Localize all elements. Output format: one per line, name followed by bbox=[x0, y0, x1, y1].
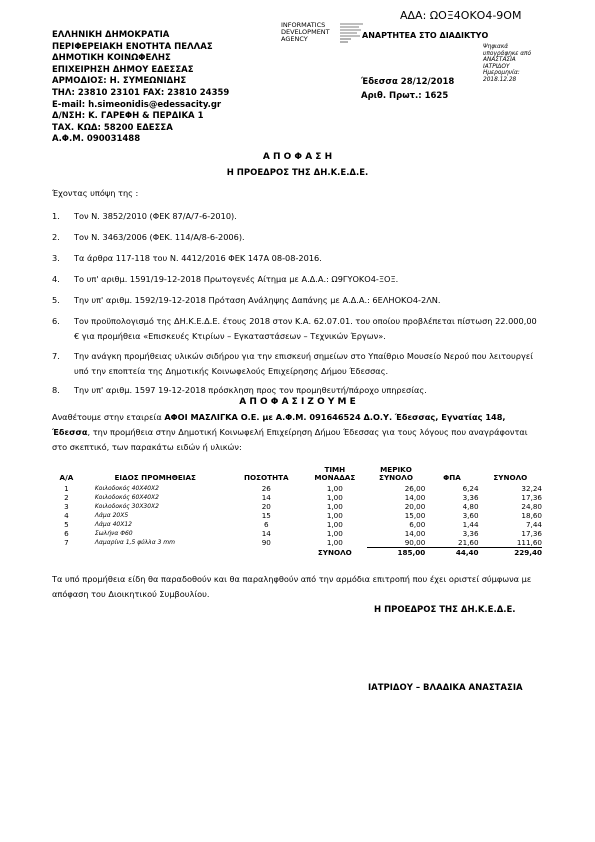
col-header-qty: ΠΟΣΟΤΗΤΑ bbox=[244, 473, 289, 482]
cell-aa: 2 bbox=[64, 493, 69, 502]
cell-net: 26,00 bbox=[404, 484, 426, 493]
cell-net: 6,00 bbox=[409, 520, 426, 529]
sender-line: ΠΕΡΙΦΕΡΕΙΑΚΗ ΕΝΟΤΗΤΑ ΠΕΛΛΑΣ bbox=[52, 41, 213, 52]
col-header-desc: ΕΙΔΟΣ ΠΡΟΜΗΘΕΙΑΣ bbox=[114, 473, 196, 482]
ada-header: ΑΔΑ: ΩΟΞ4ΟΚΟ4-9ΟΜ bbox=[400, 9, 522, 22]
item-text: Την ανάγκη προμήθειας υλικών σιδήρου για την επισκευή σημείων στο Υπαίθριο Μουσείο Νερού που λειτουργεί υπό την εποπτεία της Δημοτικής Κοινωφελούς Επιχείρησης Δήμου Έδεσσας. bbox=[74, 351, 534, 376]
item-number: 4. bbox=[52, 274, 60, 284]
cell-qty: 14 bbox=[261, 529, 271, 538]
cell-desc: Λαμαρίνα 1,5 φύλλα 3 mm bbox=[94, 539, 175, 547]
cell-total: 24,80 bbox=[521, 502, 542, 511]
cell-qty: 15 bbox=[261, 511, 271, 520]
cell-total: 17,36 bbox=[521, 493, 542, 502]
signature-line: Ημερομηνία: bbox=[483, 70, 520, 76]
signature-line: ΙΑΤΡΙΔΟΥ bbox=[483, 63, 510, 70]
cell-vat: 21,60 bbox=[458, 538, 479, 547]
cell-desc: Λάμα 20Χ5 bbox=[94, 512, 129, 519]
item-text: Τον Ν. 3852/2010 (ΦΕΚ 87/Α/7-6-2010). bbox=[74, 211, 237, 221]
cell-vat: 3,36 bbox=[462, 493, 479, 502]
cell-net: 15,00 bbox=[404, 511, 426, 520]
cell-desc: Σωλήνα Φ60 bbox=[94, 530, 133, 537]
table-row bbox=[52, 538, 542, 548]
cell-total: 7,44 bbox=[525, 520, 542, 529]
sum-total: 229,40 bbox=[479, 548, 542, 558]
cell-qty: 6 bbox=[263, 520, 269, 529]
stamp-line: DEVELOPMENT bbox=[281, 28, 330, 36]
cell-net: 20,00 bbox=[404, 502, 426, 511]
cell-vat: 1,44 bbox=[462, 520, 479, 529]
signatory-name: ΙΑΤΡΙΔΟΥ – ΒΛΑΔΙΚΑ ΑΝΑΣΤΑΣΙΑ bbox=[368, 683, 523, 693]
decision-paragraph bbox=[52, 410, 542, 455]
cell-price: 1,00 bbox=[326, 493, 343, 502]
col-header-price: ΤΙΜΗ ΜΟΝΑΔΑΣ bbox=[314, 465, 356, 482]
cell-qty: 90 bbox=[261, 538, 271, 548]
cell-aa: 1 bbox=[64, 484, 69, 493]
item-number: 8. bbox=[52, 385, 60, 395]
table-row bbox=[52, 484, 542, 493]
sender-email: E-mail: h.simeonidis@edessacity.gr bbox=[52, 99, 222, 110]
cell-net: 14,00 bbox=[404, 529, 426, 538]
item-text: Το υπ' αριθμ. 1591/19-12-2018 Πρωτογενές Αίτημα με Α.Δ.Α.: Ω9ΓΥΟΚΟ4-ΞΟΞ. bbox=[74, 274, 399, 284]
cell-price: 1,00 bbox=[326, 538, 343, 548]
item-text: Τον Ν. 3463/2006 (ΦΕΚ. 114/Α/8-6-2006). bbox=[74, 232, 245, 242]
sum-vat: 44,40 bbox=[425, 548, 478, 558]
col-header-aa: Α/Α bbox=[59, 473, 74, 482]
cell-price: 1,00 bbox=[326, 484, 343, 493]
cell-net: 90,00 bbox=[404, 538, 426, 547]
signatory-title: Η ΠΡΟΕΔΡΟΣ ΤΗΣ ΔΗ.Κ.Ε.Δ.Ε. bbox=[374, 605, 516, 615]
cell-net: 14,00 bbox=[404, 493, 426, 502]
item-number: 1. bbox=[52, 211, 60, 221]
agency-stamp bbox=[281, 22, 330, 43]
sender-line: Α.Φ.Μ. 090031488 bbox=[52, 134, 141, 145]
cell-aa: 7 bbox=[64, 538, 69, 548]
document-title: Α Π Ο Φ Α Σ Η bbox=[262, 152, 333, 162]
stamp-line: AGENCY bbox=[281, 35, 308, 43]
table-row bbox=[52, 493, 542, 502]
digital-signature bbox=[483, 44, 531, 83]
cell-total: 32,24 bbox=[521, 484, 542, 493]
decision-company: ΑΦΟΙ ΜΑΣΛΙΓΚΑ Ο.Ε. με Α.Φ.Μ. 091646524 Δ.Ο.Υ. Έδεσσας, Εγνατίας 148, Έδεσσα bbox=[52, 412, 506, 437]
table-total-row bbox=[52, 548, 542, 558]
sender-block bbox=[52, 30, 229, 146]
cell-desc: Κοιλοδοκός 60Χ40Χ2 bbox=[94, 494, 159, 501]
place-date: Έδεσσα 28/12/2018 bbox=[361, 77, 455, 87]
item-number: 5. bbox=[52, 295, 60, 305]
cell-qty: 14 bbox=[261, 493, 271, 502]
cell-aa: 4 bbox=[64, 511, 69, 520]
item-text: Τον προϋπολογισμό της ΔΗ.Κ.Ε.Δ.Ε. έτους 2018 στον Κ.Α. 62.07.01. του οποίου προβλέπεται πίστωση 22.000,00 € για προμήθεια «Επισκευές Κτιρίων – Εγκαταστάσεων – Τεχνικών Έργων». bbox=[74, 316, 537, 341]
table-header-row bbox=[52, 466, 542, 484]
sender-line: ΤΗΛ: 23810 23101 FAX: 23810 24359 bbox=[52, 87, 230, 98]
protocol-number: Αριθ. Πρωτ.: 1625 bbox=[361, 91, 449, 101]
items-table bbox=[52, 466, 542, 557]
closing-paragraph: Τα υπό προμήθεια είδη θα παραδοθούν και θα παραληφθούν από την αρμόδια επιτροπή που έχει οριστεί σύμφωνα με απόφαση του Διοικητικού Συμβουλίου. bbox=[52, 574, 532, 599]
cell-desc: Κοιλοδοκός 30Χ30Χ2 bbox=[94, 503, 159, 510]
item-number: 3. bbox=[52, 253, 60, 263]
cell-price: 1,00 bbox=[326, 520, 343, 529]
posted-label: ΑΝΑΡΤΗΤΕΑ ΣΤΟ ΔΙΑΔΙΚΤΥΟ bbox=[362, 31, 489, 40]
sum-net: 185,00 bbox=[367, 548, 426, 558]
cell-vat: 4,80 bbox=[462, 502, 479, 511]
table-row bbox=[52, 502, 542, 511]
sum-label: ΣΥΝΟΛΟ bbox=[317, 547, 352, 557]
item-number: 6. bbox=[52, 316, 60, 326]
signature-line: 2018.12.28 bbox=[483, 76, 517, 83]
item-text: Τα άρθρα 117-118 του Ν. 4412/2016 ΦΕΚ 147Α 08-08-2016. bbox=[74, 253, 322, 263]
cell-desc: Λάμα 40Χ12 bbox=[94, 521, 132, 528]
sender-line: ΑΡΜΟΔΙΟΣ: Η. ΣΥΜΕΩΝΙΔΗΣ bbox=[52, 76, 187, 87]
cell-aa: 5 bbox=[64, 520, 69, 529]
cell-vat: 3,60 bbox=[462, 511, 479, 520]
having-regard: Έχοντας υπόψη της : bbox=[52, 188, 139, 198]
col-header-vat: ΦΠΑ bbox=[443, 473, 461, 482]
cell-qty: 26 bbox=[261, 484, 271, 493]
cell-qty: 20 bbox=[261, 502, 271, 511]
cell-total: 111,60 bbox=[516, 538, 542, 547]
table-row bbox=[52, 511, 542, 520]
col-header-net: ΜΕΡΙΚΟ ΣΥΝΟΛΟ bbox=[379, 465, 413, 482]
signature-line: Ψηφιακά bbox=[483, 44, 509, 50]
sender-line: ΔΗΜΟΤΙΚΗ ΚΟΙΝΩΦΕΛΗΣ bbox=[52, 53, 171, 64]
item-number: 2. bbox=[52, 232, 60, 242]
cell-price: 1,00 bbox=[326, 511, 343, 520]
decision-title: Α Π Ο Φ Α Σ Ι Ζ Ο Υ Μ Ε bbox=[239, 397, 356, 407]
table-row bbox=[52, 520, 542, 529]
cell-total: 18,60 bbox=[521, 511, 542, 520]
col-header-total: ΣΥΝΟΛΟ bbox=[493, 473, 528, 482]
cell-aa: 6 bbox=[64, 529, 69, 538]
item-text: Την υπ' αριθμ. 1597 19-12-2018 πρόσκληση προς τον προμηθευτή/πάροχο υπηρεσίας. bbox=[74, 385, 427, 395]
sender-line: ΕΛΛΗΝΙΚΗ ΔΗΜΟΚΡΑΤΙΑ bbox=[52, 30, 170, 40]
cell-price: 1,00 bbox=[326, 529, 343, 538]
sender-line: Δ/ΝΣΗ: Κ. ΓΑΡΕΦΗ & ΠΕΡΔΙΚΑ 1 bbox=[52, 111, 204, 122]
sender-line: ΤΑΧ. ΚΩΔ: 58200 ΕΔΕΣΣΑ bbox=[52, 122, 173, 133]
cell-desc: Κοιλοδοκός 40Χ40Χ2 bbox=[94, 485, 159, 492]
decision-rest: , την προμήθεια στην Δημοτική Κοινωφελή Επιχείρηση Δήμου Έδεσσας για τους λόγους που αναγράφονται στο σκεπτικό, των παρακάτω ειδών ή υλικών: bbox=[52, 427, 528, 452]
table-row bbox=[52, 529, 542, 538]
signature-line: υπογράφηκε από bbox=[483, 50, 532, 57]
cell-price: 1,00 bbox=[326, 502, 343, 511]
cell-aa: 3 bbox=[64, 502, 69, 511]
stamp-line: INFORMATICS bbox=[281, 21, 326, 29]
signature-line: ΑΝΑΣΤΑΣΙΑ bbox=[483, 57, 516, 63]
sender-line: ΕΠΙΧΕΙΡΗΣΗ ΔΗΜΟΥ ΕΔΕΣΣΑΣ bbox=[52, 64, 194, 75]
item-number: 7. bbox=[52, 351, 60, 361]
decision-intro: Αναθέτουμε στην εταιρεία bbox=[52, 412, 165, 422]
item-text: Την υπ' αριθμ. 1592/19-12-2018 Πρόταση Ανάληψης Δαπάνης με Α.Δ.Α.: 6ΕΛΗΟΚΟ4-2ΛΝ. bbox=[74, 295, 441, 305]
cell-vat: 3,36 bbox=[462, 529, 479, 538]
cell-total: 17,36 bbox=[521, 529, 542, 538]
cell-vat: 6,24 bbox=[462, 484, 479, 493]
document-subtitle: Η ΠΡΟΕΔΡΟΣ ΤΗΣ ΔΗ.Κ.Ε.Δ.Ε. bbox=[226, 168, 369, 178]
